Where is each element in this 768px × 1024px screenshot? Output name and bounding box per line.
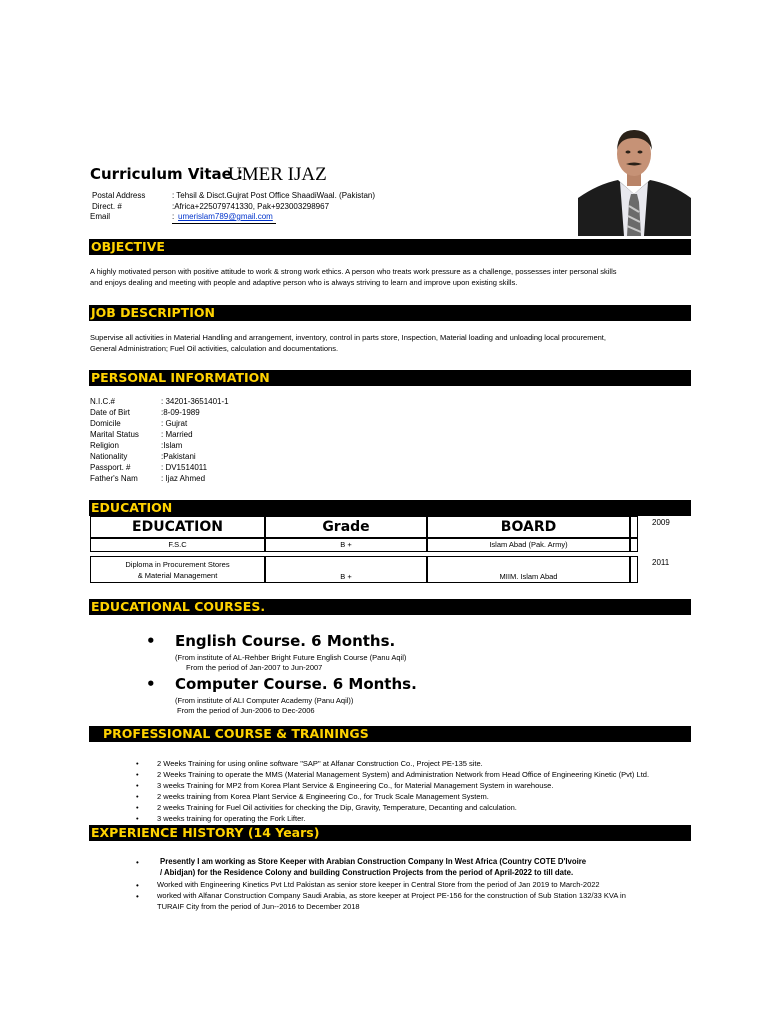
training-6-bullet: •	[136, 814, 139, 823]
training-5-bullet: •	[136, 803, 139, 812]
training-2-bullet: •	[136, 770, 139, 779]
nationality-label: Nationality	[90, 452, 128, 461]
edu-header-grade: Grade	[265, 516, 427, 538]
training-2: 2 Weeks Training to operate the MMS (Material Management System) and Administration Network from Head Office of Engineering Kinetic (Pvt) Ltd.	[157, 770, 650, 779]
contact-phone-value: :Africa+225079741330, Pak+923003298967	[172, 202, 330, 211]
training-1-bullet: •	[136, 759, 139, 768]
profile-photo	[578, 120, 691, 236]
edu-header-board: BOARD	[427, 516, 630, 538]
course-2-period: From the period of Jun-2006 to Dec-2006	[177, 706, 315, 715]
edu-year-2011: 2011	[652, 558, 670, 567]
training-3-bullet: •	[136, 781, 139, 790]
edu-row2-spacer	[630, 556, 638, 583]
course-2-institute: (From institute of ALI Computer Academy (Panu Aqil))	[175, 696, 354, 705]
training-1: 2 Weeks Training for using online software "SAP" at Alfanar Construction Co., Project PE-135 site.	[157, 759, 483, 768]
contact-email-label: Email	[90, 212, 111, 221]
email-divider	[172, 223, 276, 224]
passport-label: Passport. #	[90, 463, 131, 472]
passport-value: : DV1514011	[161, 463, 208, 472]
edu-year-2009: 2009	[652, 518, 670, 527]
edu-row2-education-line1: Diploma in Procurement Stores	[125, 560, 230, 569]
nic-value: : 34201-3651401-1	[161, 397, 229, 406]
experience-1-line1: Presently I am working as Store Keeper with Arabian Construction Company In West Africa (Country COTE D'Ivoire	[160, 857, 587, 866]
experience-3-line1: worked with Alfanar Construction Company Saudi Arabia, as store keeper at Project PE-156 for the construction of Sub Station 132/33 KVA in	[157, 891, 626, 900]
job-line-2: General Administration; Fuel Oil activities, calculation and documentations.	[90, 344, 339, 353]
training-6: 3 weeks training for operating the Fork Lifter.	[157, 814, 306, 823]
training-4: 2 weeks training from Korea Plant Service & Engineering Co., for Truck Scale Management System.	[157, 792, 489, 801]
experience-3-bullet: •	[136, 892, 139, 901]
domicile-value: : Gujrat	[161, 419, 188, 428]
contact-phone-label: Direct. #	[92, 202, 122, 211]
courses-heading: EDUCATIONAL COURSES.	[89, 599, 691, 615]
objective-heading: OBJECTIVE	[89, 239, 691, 255]
course-1-title: English Course. 6 Months.	[175, 632, 396, 650]
dob-label: Date of Birt	[90, 408, 131, 417]
training-4-bullet: •	[136, 792, 139, 801]
marital-value: : Married	[161, 430, 193, 439]
candidate-name: UMER IJAZ	[228, 164, 327, 185]
contact-email-colon: :	[172, 212, 175, 221]
edu-header-spacer	[630, 516, 638, 538]
job-line-1: Supervise all activities in Material Handling and arrangement, inventory, control in parts store, Inspection, Material loading and unloading local procurement,	[90, 333, 606, 342]
nic-label: N.I.C.#	[90, 397, 115, 406]
nationality-value: :Pakistani	[161, 452, 196, 461]
marital-label: Marital Status	[90, 430, 139, 439]
course-2-title: Computer Course. 6 Months.	[175, 675, 417, 693]
job-description-heading: JOB DESCRIPTION	[89, 305, 691, 321]
course-1-institute: (From institute of AL-Rehber Bright Future English Course (Panu Aqil)	[175, 653, 407, 662]
edu-row1-education: F.S.C	[90, 538, 265, 552]
contact-postal-label: Postal Address	[92, 191, 146, 200]
experience-2: Worked with Engineering Kinetics Pvt Ltd Pakistan as senior store keeper in Central Store from the period of Jan 2019 to March-2022	[157, 880, 600, 889]
email-link[interactable]: umerislam789@gmail.com	[178, 212, 273, 221]
edu-row2-board: MIIM. Islam Abad	[427, 556, 630, 583]
edu-row1-board: Islam Abad (Pak. Army)	[427, 538, 630, 552]
course-1-bullet: •	[146, 632, 156, 650]
dob-value: :8-09-1989	[161, 408, 200, 417]
father-label: Father's Nam	[90, 474, 138, 483]
edu-row2-education	[90, 556, 265, 583]
experience-3-line2: TURAIF City from the period of Jun--2016 to December 2018	[157, 902, 360, 911]
religion-label: Religion	[90, 441, 119, 450]
personal-info-heading: PERSONAL INFORMATION	[89, 370, 691, 386]
cv-label: Curriculum Vitae :	[90, 165, 244, 183]
education-heading: EDUCATION	[89, 500, 691, 516]
experience-1-bullet: •	[136, 858, 139, 867]
edu-row1-grade: B +	[265, 538, 427, 552]
professional-heading: PROFESSIONAL COURSE & TRAININGS	[89, 726, 691, 742]
objective-line-1: A highly motivated person with positive attitude to work & strong work ethics. A person who treats work pressure as a challenge, possesses inter personal skills	[90, 267, 617, 276]
training-5: 2 weeks Training for Fuel Oil activities for checking the Dip, Gravity, Temperature, Decanting and calculation.	[157, 803, 517, 812]
father-value: : Ijaz Ahmed	[161, 474, 206, 483]
contact-postal-value: : Tehsil & Disct.Gujrat Post Office ShaadiWaal. (Pakistan)	[172, 191, 376, 200]
experience-2-bullet: •	[136, 881, 139, 890]
experience-heading: EXPERIENCE HISTORY (14 Years)	[89, 825, 691, 841]
religion-value: :Islam	[161, 441, 183, 450]
objective-line-2: and enjoys dealing and meeting with people and adaptive person who is always striving to learn and improve upon existing skills.	[90, 278, 518, 287]
training-3: 3 weeks Training for MP2 from Korea Plant Service & Engineering Co., for Material Management System in warehouse.	[157, 781, 554, 790]
course-1-period: From the period of Jan-2007 to Jun-2007	[186, 663, 323, 672]
edu-row2-education-line2: & Material Management	[137, 571, 218, 580]
edu-row2-grade: B +	[265, 556, 427, 583]
domicile-label: Domicile	[90, 419, 121, 428]
experience-1-line2: / Abidjan) for the Residence Colony and building Construction Projects from the period of April-2022 to till date.	[160, 868, 574, 877]
edu-row1-spacer	[630, 538, 638, 552]
course-2-bullet: •	[146, 675, 156, 693]
edu-header-education: EDUCATION	[90, 516, 265, 538]
